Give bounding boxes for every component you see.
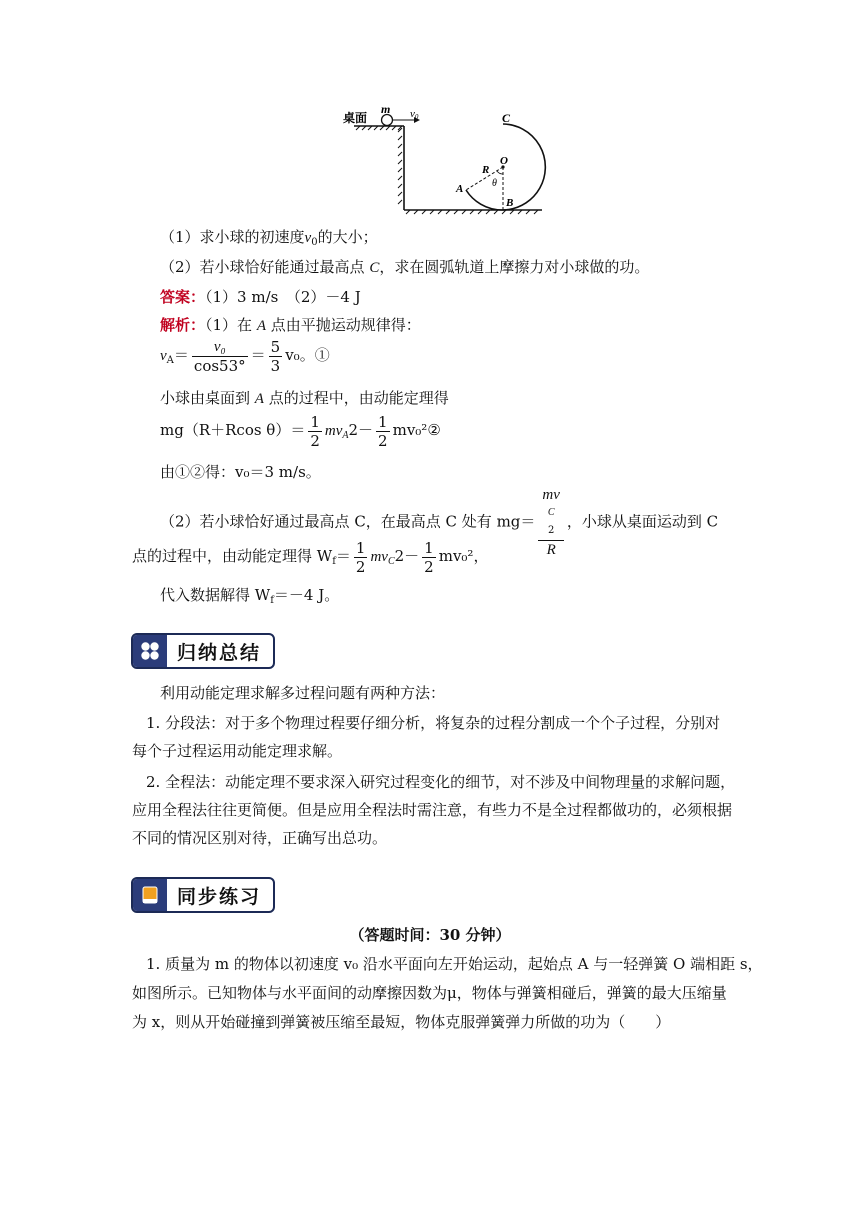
practice-badge xyxy=(131,877,275,913)
label-A: A xyxy=(456,183,464,195)
practice-badge-label: 同步练习 xyxy=(177,885,262,908)
question-1: （1）求小球的初速度$v_0$的大小； xyxy=(160,228,378,248)
summary-p2c: 不同的情况区别对待，正确写出总功。 xyxy=(132,829,388,847)
book-icon xyxy=(133,879,167,911)
analysis-line-6: （2）若小球恰好通过最高点 C，在最高点 C 处有 mg＝ mv C 2 R ，小球从桌面运动到 C xyxy=(160,487,719,558)
analysis-line-3: 小球由桌面到 A 点的过程中，由动能定理得 xyxy=(160,389,449,407)
summary-badge-label: 归纳总结 xyxy=(177,641,262,664)
practice-q1-line-b: 如图所示。已知物体与水平面间的动摩擦因数为μ，物体与弹簧相碰后，弹簧的最大压缩量 xyxy=(132,984,727,1002)
label-B: B xyxy=(506,197,514,209)
question-2: （2）若小球恰好能通过最高点 C，求在圆弧轨道上摩擦力对小球做的功。 xyxy=(160,258,650,276)
summary-p2a: 2. 全程法：动能定理不要求深入研究过程变化的细节，对不涉及中间物理量的求解问题， xyxy=(146,773,736,791)
analysis-line-5: 由①②得：v₀＝3 m/s。 xyxy=(160,463,321,481)
analysis-line-8: 代入数据解得 $W_f=-4$ J。 xyxy=(160,586,340,606)
answer-line: 答案：（1）3 m/s （2）－4 J xyxy=(160,288,361,306)
label-v0: v0 xyxy=(410,108,419,121)
label-O: O xyxy=(500,155,508,167)
equation-2: mg（R＋Rcos θ）＝ $\frac{1}{2}$ $mv_A2-$ $\frac{1}{2}$ mv₀²② xyxy=(160,412,441,450)
ball xyxy=(382,115,393,126)
practice-time: （答题时间：30 分钟） xyxy=(349,926,511,944)
label-desk: 桌面 xyxy=(343,111,368,125)
analysis-line-1: 解析：（1）在 A 点由平抛运动规律得： xyxy=(160,316,421,334)
label-theta: θ xyxy=(492,178,497,189)
label-C: C xyxy=(502,111,511,125)
summary-p1b: 每个子过程运用动能定理求解。 xyxy=(132,742,343,760)
summary-p1a: 1. 分段法：对于多个物理过程要仔细分析，将复杂的过程分割成一个个子过程，分别对 xyxy=(146,714,721,732)
summary-intro: 利用动能定理求解多过程问题有两种方法： xyxy=(160,684,446,702)
practice-q1-line-a: 1. 质量为 m 的物体以初速度 v₀ 沿水平面向左开始运动，起始点 A 与一轻弹簧 O 端相距 s， xyxy=(146,955,763,973)
track-diagram xyxy=(0,100,860,320)
analysis-line-7: 点的过程中，由动能定理得 $W_f=$ $\frac{1}{2}$ $mv_C2-$ $\frac{1}{2}$ mv₀²， xyxy=(132,538,489,576)
desk-surface xyxy=(354,126,542,214)
summary-badge xyxy=(131,633,275,669)
clover-icon xyxy=(133,635,167,667)
label-R: R xyxy=(482,164,490,176)
equation-1: $v_A=$ $\frac{\text{v₀}}{\cos 53^\circ}$ ＝ $\frac{5}{3}$ v₀。① xyxy=(160,337,330,375)
label-m: m xyxy=(381,102,391,116)
summary-p2b: 应用全程法往往更简便。但是应用全程法时需注意，有些力不是全过程都做功的，必须根据 xyxy=(132,801,733,819)
practice-q1-line-c: 为 x，则从开始碰撞到弹簧被压缩至最短，物体克服弹簧弹力所做的功为（ ） xyxy=(132,1013,671,1031)
